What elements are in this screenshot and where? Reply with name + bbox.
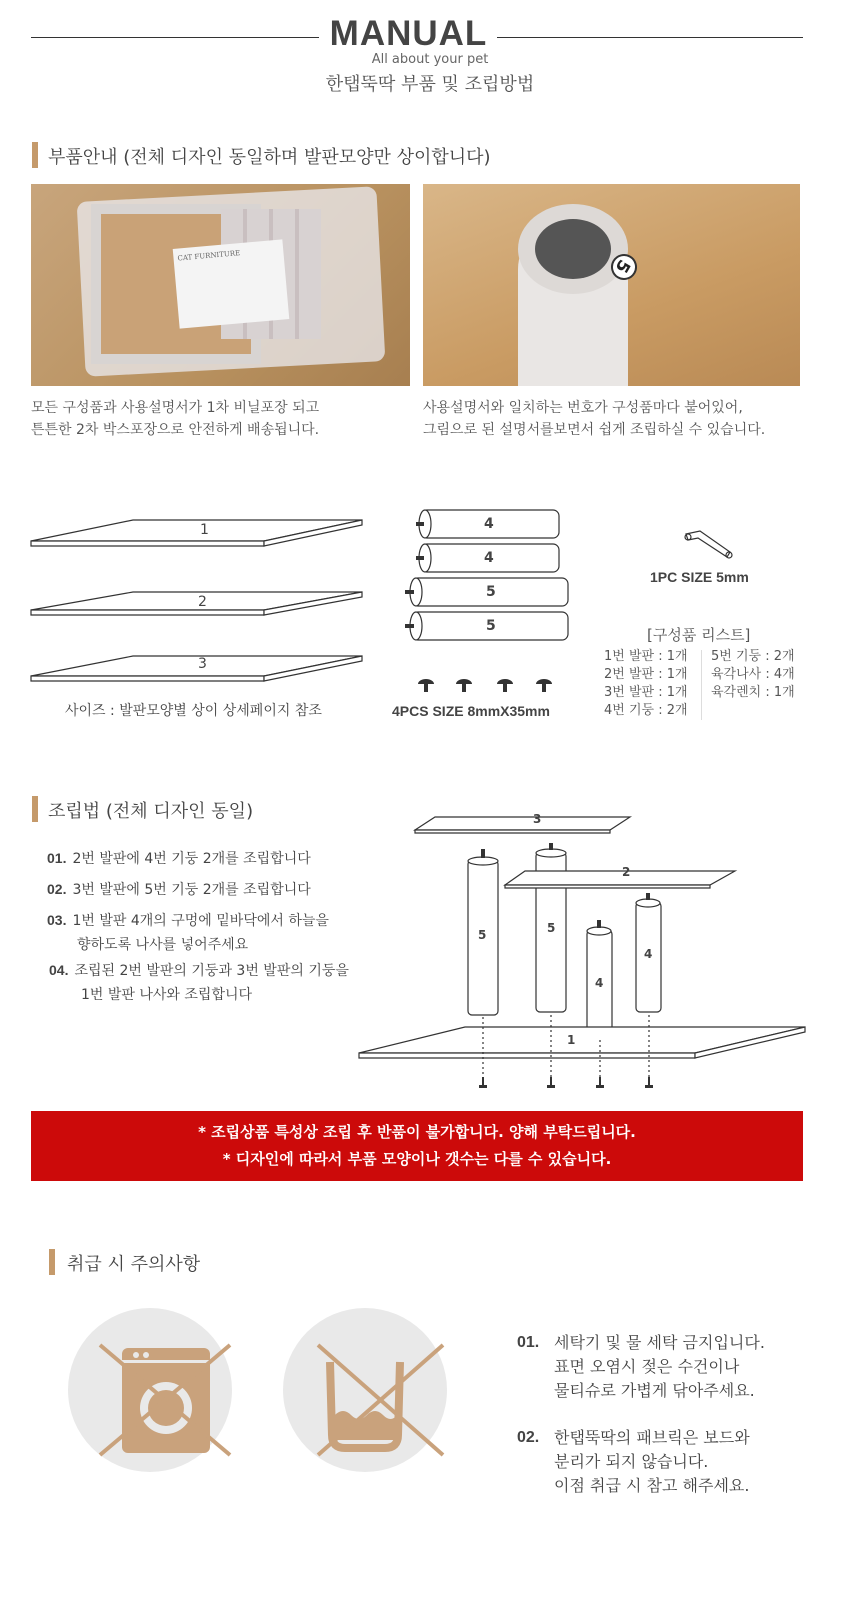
diagram-label: 5 <box>478 928 487 942</box>
care-item-line: 표면 오염시 젖은 수건이나 <box>554 1357 740 1376</box>
board-label: 3 <box>198 656 207 672</box>
assembly-step <box>47 908 329 957</box>
parts-list-item: 1번 발판 : 1개 <box>604 649 688 664</box>
care-item-line: 이점 취급 시 참고 해주세요. <box>554 1476 750 1495</box>
step-number: 02. <box>47 881 67 897</box>
diagram-board-1 <box>359 1027 805 1053</box>
page-title: MANUAL <box>329 14 488 53</box>
caption-line: 사용설명서와 일치하는 번호가 구성품마다 붙어있어, <box>423 400 743 416</box>
post-label: 4 <box>484 516 494 532</box>
step-text: 2번 발판에 4번 기둥 2개를 조립합니다 <box>72 851 311 867</box>
parts-list-item: 2번 발판 : 1개 <box>604 667 688 682</box>
post-label: 5 <box>486 584 496 600</box>
section-title-parts: 부품안내 (전체 디자인 동일하며 발판모양만 상이합니다) <box>48 147 491 168</box>
diagram-label: 4 <box>595 976 604 990</box>
board-1 <box>31 520 362 546</box>
wrench-size-note: 1PC SIZE 5mm <box>650 569 749 585</box>
post-number-tag: 5 <box>606 249 642 285</box>
parts-list-item: 3번 발판 : 1개 <box>604 685 688 700</box>
section-marker <box>49 1249 55 1275</box>
notice-line: * 디자인에 따라서 부품 모양이나 갯수는 다를 수 있습니다. <box>222 1150 612 1168</box>
parts-list-right <box>711 648 795 702</box>
care-item-line: 분리가 되지 않습니다. <box>554 1452 709 1471</box>
hex-wrench-icon <box>685 531 732 558</box>
parts-list-left <box>604 648 688 720</box>
assembly-step <box>47 877 311 902</box>
board-3 <box>31 656 362 681</box>
notice-line: * 조립상품 특성상 조립 후 반품이 불가합니다. 양해 부탁드립니다. <box>198 1123 636 1141</box>
step-text: 1번 발판 4개의 구멍에 밑바닥에서 하늘을 <box>72 913 329 929</box>
header-rule-left <box>31 37 319 38</box>
board-size-note: 사이즈 : 발판모양별 상이 상세페이지 참조 <box>65 703 322 719</box>
section-marker <box>32 142 38 168</box>
screw-size-note: 4PCS SIZE 8mmX35mm <box>392 703 550 719</box>
diagram-label: 3 <box>533 812 542 826</box>
manual-paper: CAT FURNITURE <box>173 239 290 328</box>
section-title-care: 취급 시 주의사항 <box>67 1254 201 1275</box>
step-number: 03. <box>47 912 67 928</box>
caption-line: 그림으로 된 설명서를보면서 쉽게 조립하실 수 있습니다. <box>423 422 766 438</box>
care-item-line: 물티슈로 가볍게 닦아주세요. <box>554 1381 755 1400</box>
section-title-assembly: 조립법 (전체 디자인 동일) <box>48 801 254 822</box>
board-label: 2 <box>198 594 207 610</box>
no-water-wash-icon <box>283 1308 447 1472</box>
caption-line: 모든 구성품과 사용설명서가 1차 비닐포장 되고 <box>31 400 320 416</box>
notice-banner <box>31 1111 803 1181</box>
step-text: 조립된 2번 발판의 기둥과 3번 발판의 기둥을 <box>74 963 349 979</box>
parts-list-item: 육각렌치 : 1개 <box>711 685 795 700</box>
list-divider <box>701 650 702 720</box>
diagram-label: 1 <box>567 1033 576 1047</box>
diagram-label: 4 <box>644 947 653 961</box>
step-text: 3번 발판에 5번 기둥 2개를 조립합니다 <box>72 882 311 898</box>
diagram-label: 5 <box>547 921 556 935</box>
board-2 <box>31 592 362 615</box>
step-number: 01. <box>47 850 67 866</box>
care-item-line: 세탁기 및 물 세탁 금지입니다. <box>554 1333 765 1352</box>
diagram-board-3 <box>415 817 630 830</box>
no-washing-machine-icon <box>68 1308 232 1472</box>
post-label: 4 <box>484 550 494 566</box>
assembly-step <box>49 958 349 1007</box>
care-item <box>517 1331 765 1403</box>
parts-list-item: 4번 기둥 : 2개 <box>604 703 688 718</box>
photo-packaged-parts <box>31 184 410 386</box>
care-icons <box>60 1300 460 1500</box>
assembly-diagram <box>355 805 815 1095</box>
step-number: 04. <box>49 962 69 978</box>
header-rule-right <box>497 37 803 38</box>
diagram-label: 2 <box>622 865 631 879</box>
caption-line: 튼튼한 2차 박스포장으로 안전하게 배송됩니다. <box>31 422 320 438</box>
photo-caption-left <box>31 397 319 441</box>
care-item-number: 02. <box>517 1429 540 1446</box>
section-marker <box>32 796 38 822</box>
board-label: 1 <box>200 522 209 538</box>
care-item-number: 01. <box>517 1334 540 1351</box>
care-item-line: 한탭뚝딱의 패브릭은 보드와 <box>554 1428 750 1447</box>
parts-list-item: 5번 기둥 : 2개 <box>711 649 795 664</box>
step-text: 향하도록 나사를 넣어주세요 <box>77 937 249 953</box>
post-label: 5 <box>486 618 496 634</box>
screw-icons <box>418 679 552 692</box>
diagram-screws <box>479 1077 653 1088</box>
page-subtitle: All about your pet <box>371 52 489 67</box>
diagram-board-2 <box>505 871 735 885</box>
assembly-step <box>47 846 311 871</box>
step-text: 1번 발판 나사와 조립합니다 <box>81 987 253 1003</box>
photo-caption-right <box>423 397 765 441</box>
parts-list-item: 육각나사 : 4개 <box>711 667 795 682</box>
photo-numbered-post <box>423 184 800 386</box>
page-heading: 한탭뚝딱 부품 및 조립방법 <box>325 74 535 95</box>
care-item <box>517 1426 750 1498</box>
parts-list-title: [구성품 리스트] <box>647 626 751 644</box>
